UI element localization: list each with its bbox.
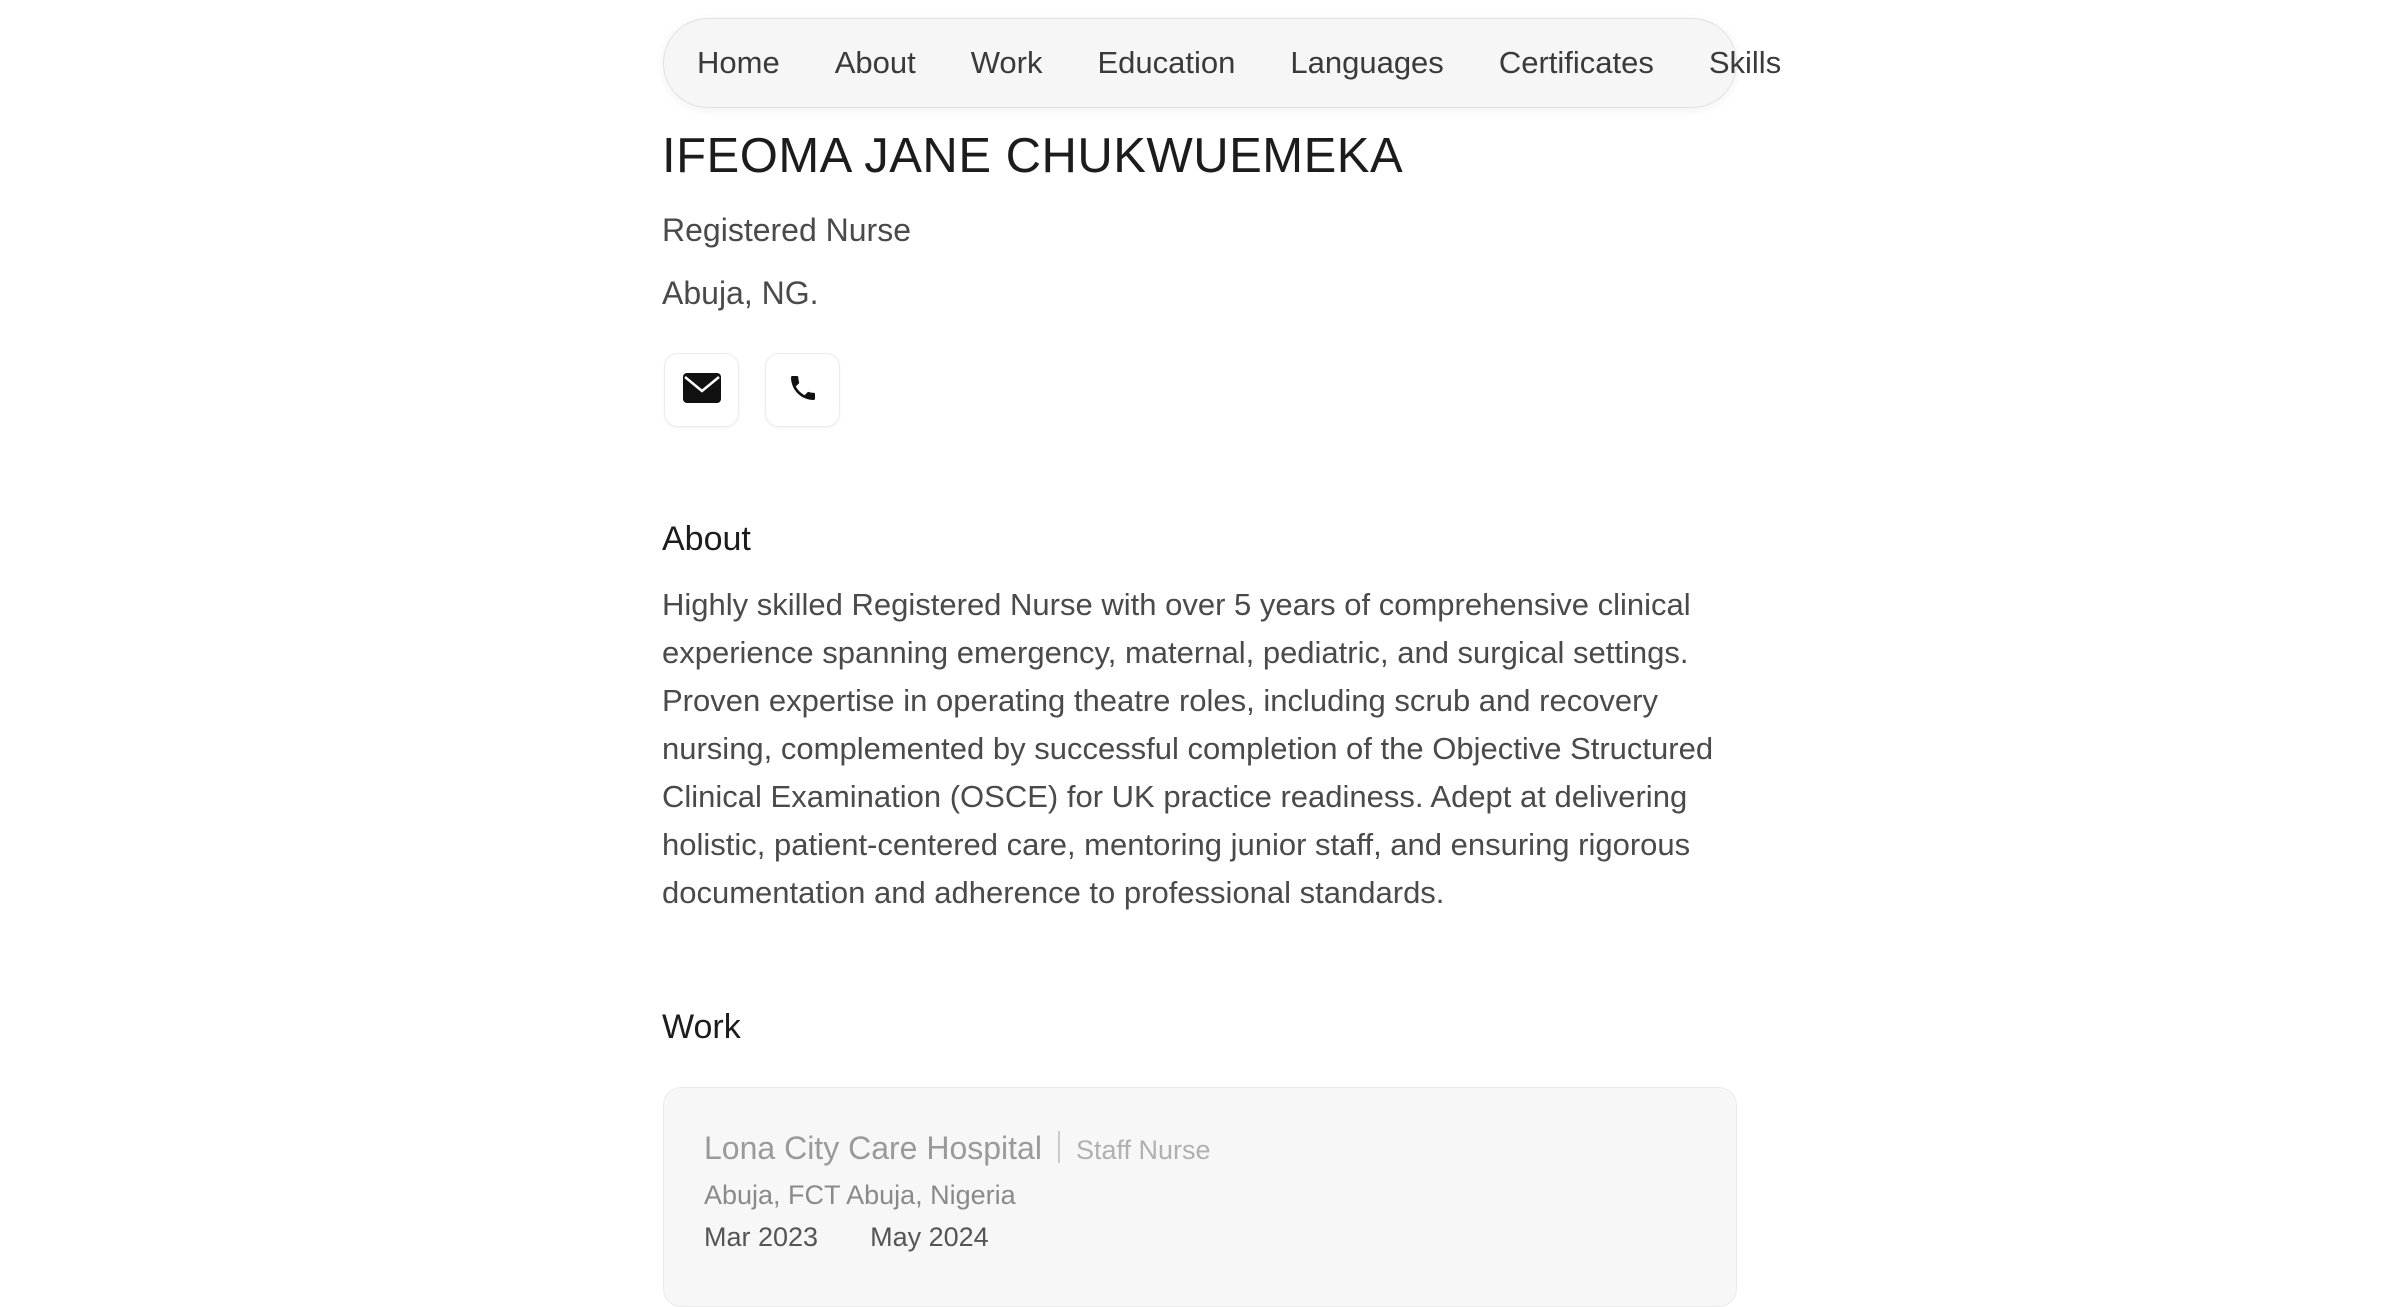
profile-location: Abuja, NG. <box>662 275 819 311</box>
job-dates <box>704 1222 989 1253</box>
work-heading: Work <box>662 1008 741 1046</box>
nav-certificates[interactable]: Certificates <box>1498 45 1654 80</box>
divider <box>1058 1131 1060 1163</box>
nav-about[interactable]: About <box>834 45 916 80</box>
job-end: May 2024 <box>870 1222 989 1252</box>
nav-home[interactable]: Home <box>697 45 780 80</box>
nav-education[interactable]: Education <box>1097 45 1236 80</box>
nav-work[interactable]: Work <box>970 45 1043 80</box>
job-title: Staff Nurse <box>1075 1135 1211 1165</box>
phone-icon <box>787 372 819 409</box>
phone-button[interactable] <box>765 353 840 427</box>
job-header <box>704 1130 1211 1167</box>
profile-role: Registered Nurse <box>662 212 911 248</box>
section-nav-bar[interactable] <box>663 18 1782 108</box>
job-employer: Lona City Care Hospital <box>704 1130 1042 1166</box>
profile-name: IFEOMA JANE CHUKWUEMEKA <box>662 129 1404 183</box>
email-button[interactable] <box>664 353 739 427</box>
job-start: Mar 2023 <box>704 1222 819 1252</box>
contact-buttons <box>664 353 840 427</box>
job-location: Abuja, FCT Abuja, Nigeria <box>704 1180 1016 1210</box>
nav-skills[interactable]: Skills <box>1708 45 1782 80</box>
about-heading: About <box>662 520 751 558</box>
nav-languages[interactable]: Languages <box>1290 45 1444 80</box>
envelope-icon <box>682 372 722 409</box>
about-text: Highly skilled Registered Nurse with over 5 years of comprehensive clinical experience spanning emergency, maternal, pediatric, and surgical settings. Proven expertise in operating theatre roles, including scrub and recovery nursing, complemented by successful completion of the Objective Structured Clinical Examination (OSCE) for UK practice readiness. Adept at delivering holistic, patient-centered care, mentoring junior staff, and ensuring rigorous documentation and adherence to professional standards. <box>662 587 1714 910</box>
